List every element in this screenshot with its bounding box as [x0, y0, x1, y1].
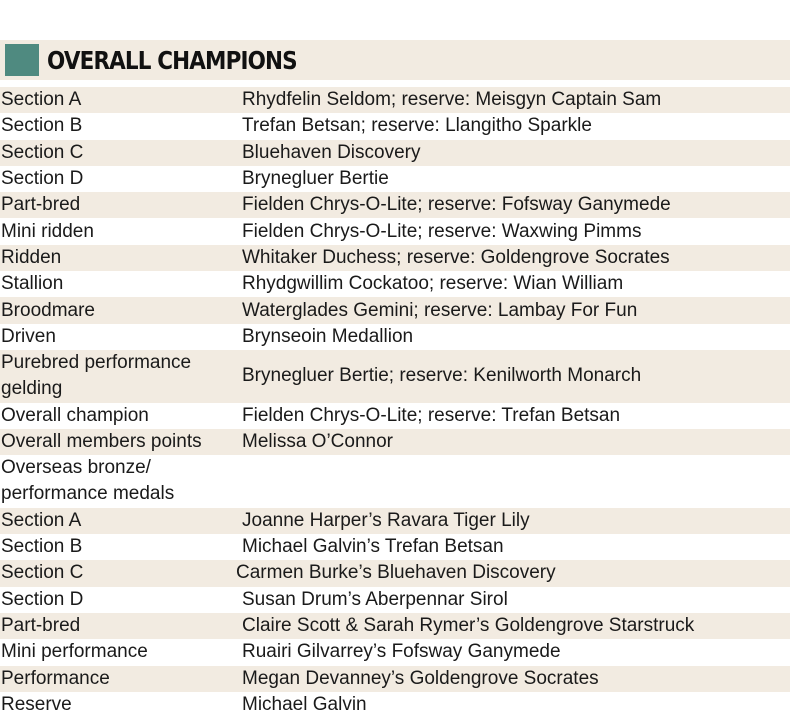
result-value: Claire Scott & Sarah Rymer’s Goldengrove Starstruck — [242, 615, 695, 637]
result-value: Joanne Harper’s Ravara Tiger Lily — [242, 509, 530, 531]
table-row — [0, 639, 790, 665]
result-value: Ruairi Gilvarrey’s Fofsway Ganymede — [242, 641, 561, 663]
table-row — [0, 587, 790, 613]
category-label: Stallion — [1, 273, 64, 295]
category-label: Broodmare — [1, 299, 95, 321]
category-label: Section D — [1, 168, 84, 190]
result-value: Fielden Chrys-O-Lite; reserve: Trefan Betsan — [242, 404, 621, 426]
result-value: Michael Galvin’s Trefan Betsan — [242, 536, 504, 558]
section-header — [0, 40, 790, 80]
table-row — [0, 297, 790, 323]
table-row — [0, 692, 790, 718]
table-row — [0, 350, 790, 403]
table-row — [0, 429, 790, 455]
category-label: Section C — [1, 562, 84, 584]
results-table — [0, 87, 790, 718]
result-value: Brynegluer Bertie — [242, 168, 389, 190]
category-label: Purebred performance gelding — [1, 352, 192, 400]
result-value: Michael Galvin — [242, 693, 367, 715]
category-label: Section B — [1, 115, 83, 137]
subsection-heading: Overseas bronze/ performance medals — [1, 457, 175, 505]
table-row — [0, 87, 790, 113]
category-label: Section B — [1, 536, 83, 558]
result-value: Rhydfelin Seldom; reserve: Meisgyn Captain Sam — [242, 89, 662, 111]
result-value: Rhydgwillim Cockatoo; reserve: Wian William — [242, 273, 624, 295]
result-value: Megan Devanney’s Goldengrove Socrates — [242, 667, 599, 689]
category-label: Performance — [1, 667, 110, 689]
table-row — [0, 218, 790, 244]
result-value: Carmen Burke’s Bluehaven Discovery — [236, 562, 556, 584]
category-label: Section C — [1, 141, 84, 163]
category-label: Overall members points — [1, 431, 202, 452]
category-label: Section D — [1, 588, 84, 610]
category-label: Section A — [1, 509, 82, 531]
result-value: Brynegluer Bertie; reserve: Kenilworth Monarch — [242, 365, 642, 387]
table-row — [0, 271, 790, 297]
category-label: Mini ridden — [1, 220, 94, 242]
result-value: Brynseoin Medallion — [242, 325, 414, 347]
category-label: Reserve — [1, 693, 72, 715]
result-value: Fielden Chrys-O-Lite; reserve: Waxwing Pimms — [242, 220, 642, 242]
result-value: Melissa O’Connor — [242, 431, 393, 452]
table-row — [0, 508, 790, 534]
table-row — [0, 666, 790, 692]
result-value: Fielden Chrys-O-Lite; reserve: Fofsway Ganymede — [242, 194, 671, 216]
table-row — [0, 613, 790, 639]
category-label: Section A — [1, 89, 82, 111]
category-label: Ridden — [1, 246, 62, 268]
result-value: Susan Drum’s Aberpennar Sirol — [242, 588, 508, 610]
table-row — [0, 534, 790, 560]
table-row — [0, 245, 790, 271]
table-row — [0, 324, 790, 350]
table-row — [0, 455, 790, 508]
accent-square-icon — [5, 44, 39, 76]
page-title: OVERALL CHAMPIONS — [47, 45, 297, 75]
table-row — [0, 192, 790, 218]
table-row — [0, 166, 790, 192]
table-row — [0, 403, 790, 429]
category-label: Driven — [1, 325, 56, 347]
result-value: Whitaker Duchess; reserve: Goldengrove Socrates — [242, 246, 670, 268]
category-label: Part-bred — [1, 194, 81, 216]
result-value: Waterglades Gemini; reserve: Lambay For Fun — [242, 299, 638, 321]
result-value: Trefan Betsan; reserve: Llangitho Sparkle — [242, 115, 592, 137]
category-label: Part-bred — [1, 615, 81, 637]
category-label: Mini performance — [1, 641, 148, 663]
table-row — [0, 140, 790, 166]
table-row — [0, 560, 790, 586]
category-label: Overall champion — [1, 404, 149, 426]
table-row — [0, 113, 790, 139]
result-value: Bluehaven Discovery — [242, 141, 421, 163]
